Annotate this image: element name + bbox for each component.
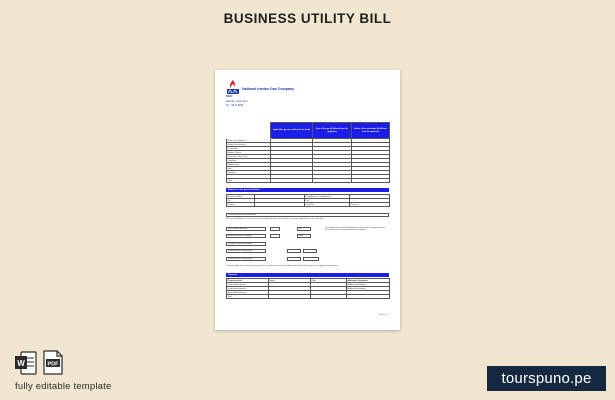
consumption-label: Maximum pressure requested (226, 234, 266, 238)
phone-line: Tel. : 98 21 8189 (226, 105, 243, 107)
bottom-note: The project application must be sent by e-mail to the main office or by post to the address shown on this form along with all supporting documentation. (226, 265, 338, 267)
row-label: No of the building (227, 195, 255, 199)
website-line: Website : www.nigc.ir (226, 101, 248, 103)
section-payment-header: Payment (226, 273, 389, 277)
payment-table (226, 278, 390, 299)
document-preview (215, 70, 400, 330)
address-row (227, 203, 390, 207)
table-cell[interactable]: Postal No. (305, 203, 350, 207)
header-cell (227, 123, 271, 139)
table-cell[interactable]: Street/Avenue in outside areas (305, 195, 350, 199)
row-label: Post code / Town / City (227, 155, 271, 159)
address-table (226, 194, 390, 207)
footer-caption: fully editable template (15, 381, 112, 392)
table-cell[interactable] (311, 295, 347, 299)
consumption-value-field[interactable] (270, 234, 280, 238)
header-cell: Holder of the connection (if different from the applicant) (352, 123, 390, 139)
page-number: Page 1 of 1 (378, 314, 389, 316)
consumption-value-field[interactable] (303, 257, 319, 261)
consumption-value-field[interactable] (303, 249, 317, 253)
table-cell[interactable] (352, 179, 390, 183)
row-label: Telephone (227, 159, 271, 163)
row-label: Province (227, 203, 255, 207)
section-consumption-header: Consumption of current installation (226, 213, 389, 217)
consumption-label: Changes to current installation (226, 242, 266, 246)
consumption-label: Gas capacity requested (226, 227, 266, 231)
row-label: 2nd period of payment (227, 287, 269, 291)
table-cell[interactable]: City (305, 199, 350, 203)
word-icon[interactable] (15, 351, 37, 375)
table-cell[interactable]: Additional information (347, 283, 390, 287)
row-label: Name (227, 179, 271, 183)
payment-header-cell: Additional information (347, 279, 390, 283)
consumption-unit: kW (297, 227, 311, 231)
row-label: Total (227, 295, 269, 299)
table-cell[interactable] (269, 295, 311, 299)
table-cell[interactable] (255, 203, 305, 207)
consumption-value-field[interactable] (287, 249, 301, 253)
row-label: ID / Number (227, 147, 271, 151)
row-label: Name of the applicant (227, 139, 271, 143)
consumption-label: Installation of a new pipe meter (226, 257, 266, 261)
consumption-value-field[interactable] (270, 227, 280, 231)
consumption-value-field[interactable] (287, 257, 301, 261)
pdf-icon[interactable] (43, 350, 63, 375)
flame-logo-icon (226, 79, 240, 95)
section-address-header: Address of the gas installation (226, 188, 389, 192)
company-name: National Iranian Gas Company (242, 87, 295, 91)
table-cell[interactable] (313, 179, 352, 183)
svg-text:W: W (17, 359, 25, 368)
table-cell[interactable] (271, 179, 313, 183)
payment-header-cell: Cost (311, 279, 347, 283)
applicant-header-row (227, 123, 390, 139)
payment-header-cell: Value (269, 279, 311, 283)
applicant-row (227, 179, 390, 183)
consumption-note: If your current building is not connected to the natural gas grid, please fill in the data to show your application for a gas connection. (226, 218, 324, 220)
table-cell[interactable]: Phone no. (350, 203, 390, 207)
side-note: Please take into account the information on the notice, including registration fees and details of work required before installation. (325, 227, 386, 232)
table-cell[interactable] (347, 295, 390, 299)
consumption-label: Installation of a new pipe meter (226, 249, 266, 253)
row-label: 1st period of payment (227, 283, 269, 287)
payment-row (227, 295, 390, 299)
header-cell: Application (person making for the work) (271, 123, 313, 139)
row-label: Mobile phone (227, 163, 271, 167)
brand-badge[interactable]: tourspuno.pe (487, 366, 606, 391)
payment-header-cell: Payment period (227, 279, 269, 283)
row-label: Name of the business (227, 143, 271, 147)
svg-text:PDF: PDF (47, 361, 59, 368)
row-label: Zip (227, 199, 255, 203)
row-label: Signature (227, 171, 271, 175)
row-label: Date (227, 167, 271, 171)
logo-subtitle: NIGC (226, 95, 233, 98)
consumption-unit: mbar (297, 234, 311, 238)
row-label: 3rd period of payment (227, 291, 269, 295)
row-label: Address / Street (227, 151, 271, 155)
table-cell[interactable]: Additional information (347, 287, 390, 291)
page-title: BUSINESS UTILITY BILL (223, 11, 392, 26)
header-cell: User of the gas (If different from the applicant) (313, 123, 352, 139)
applicant-table (226, 122, 390, 183)
